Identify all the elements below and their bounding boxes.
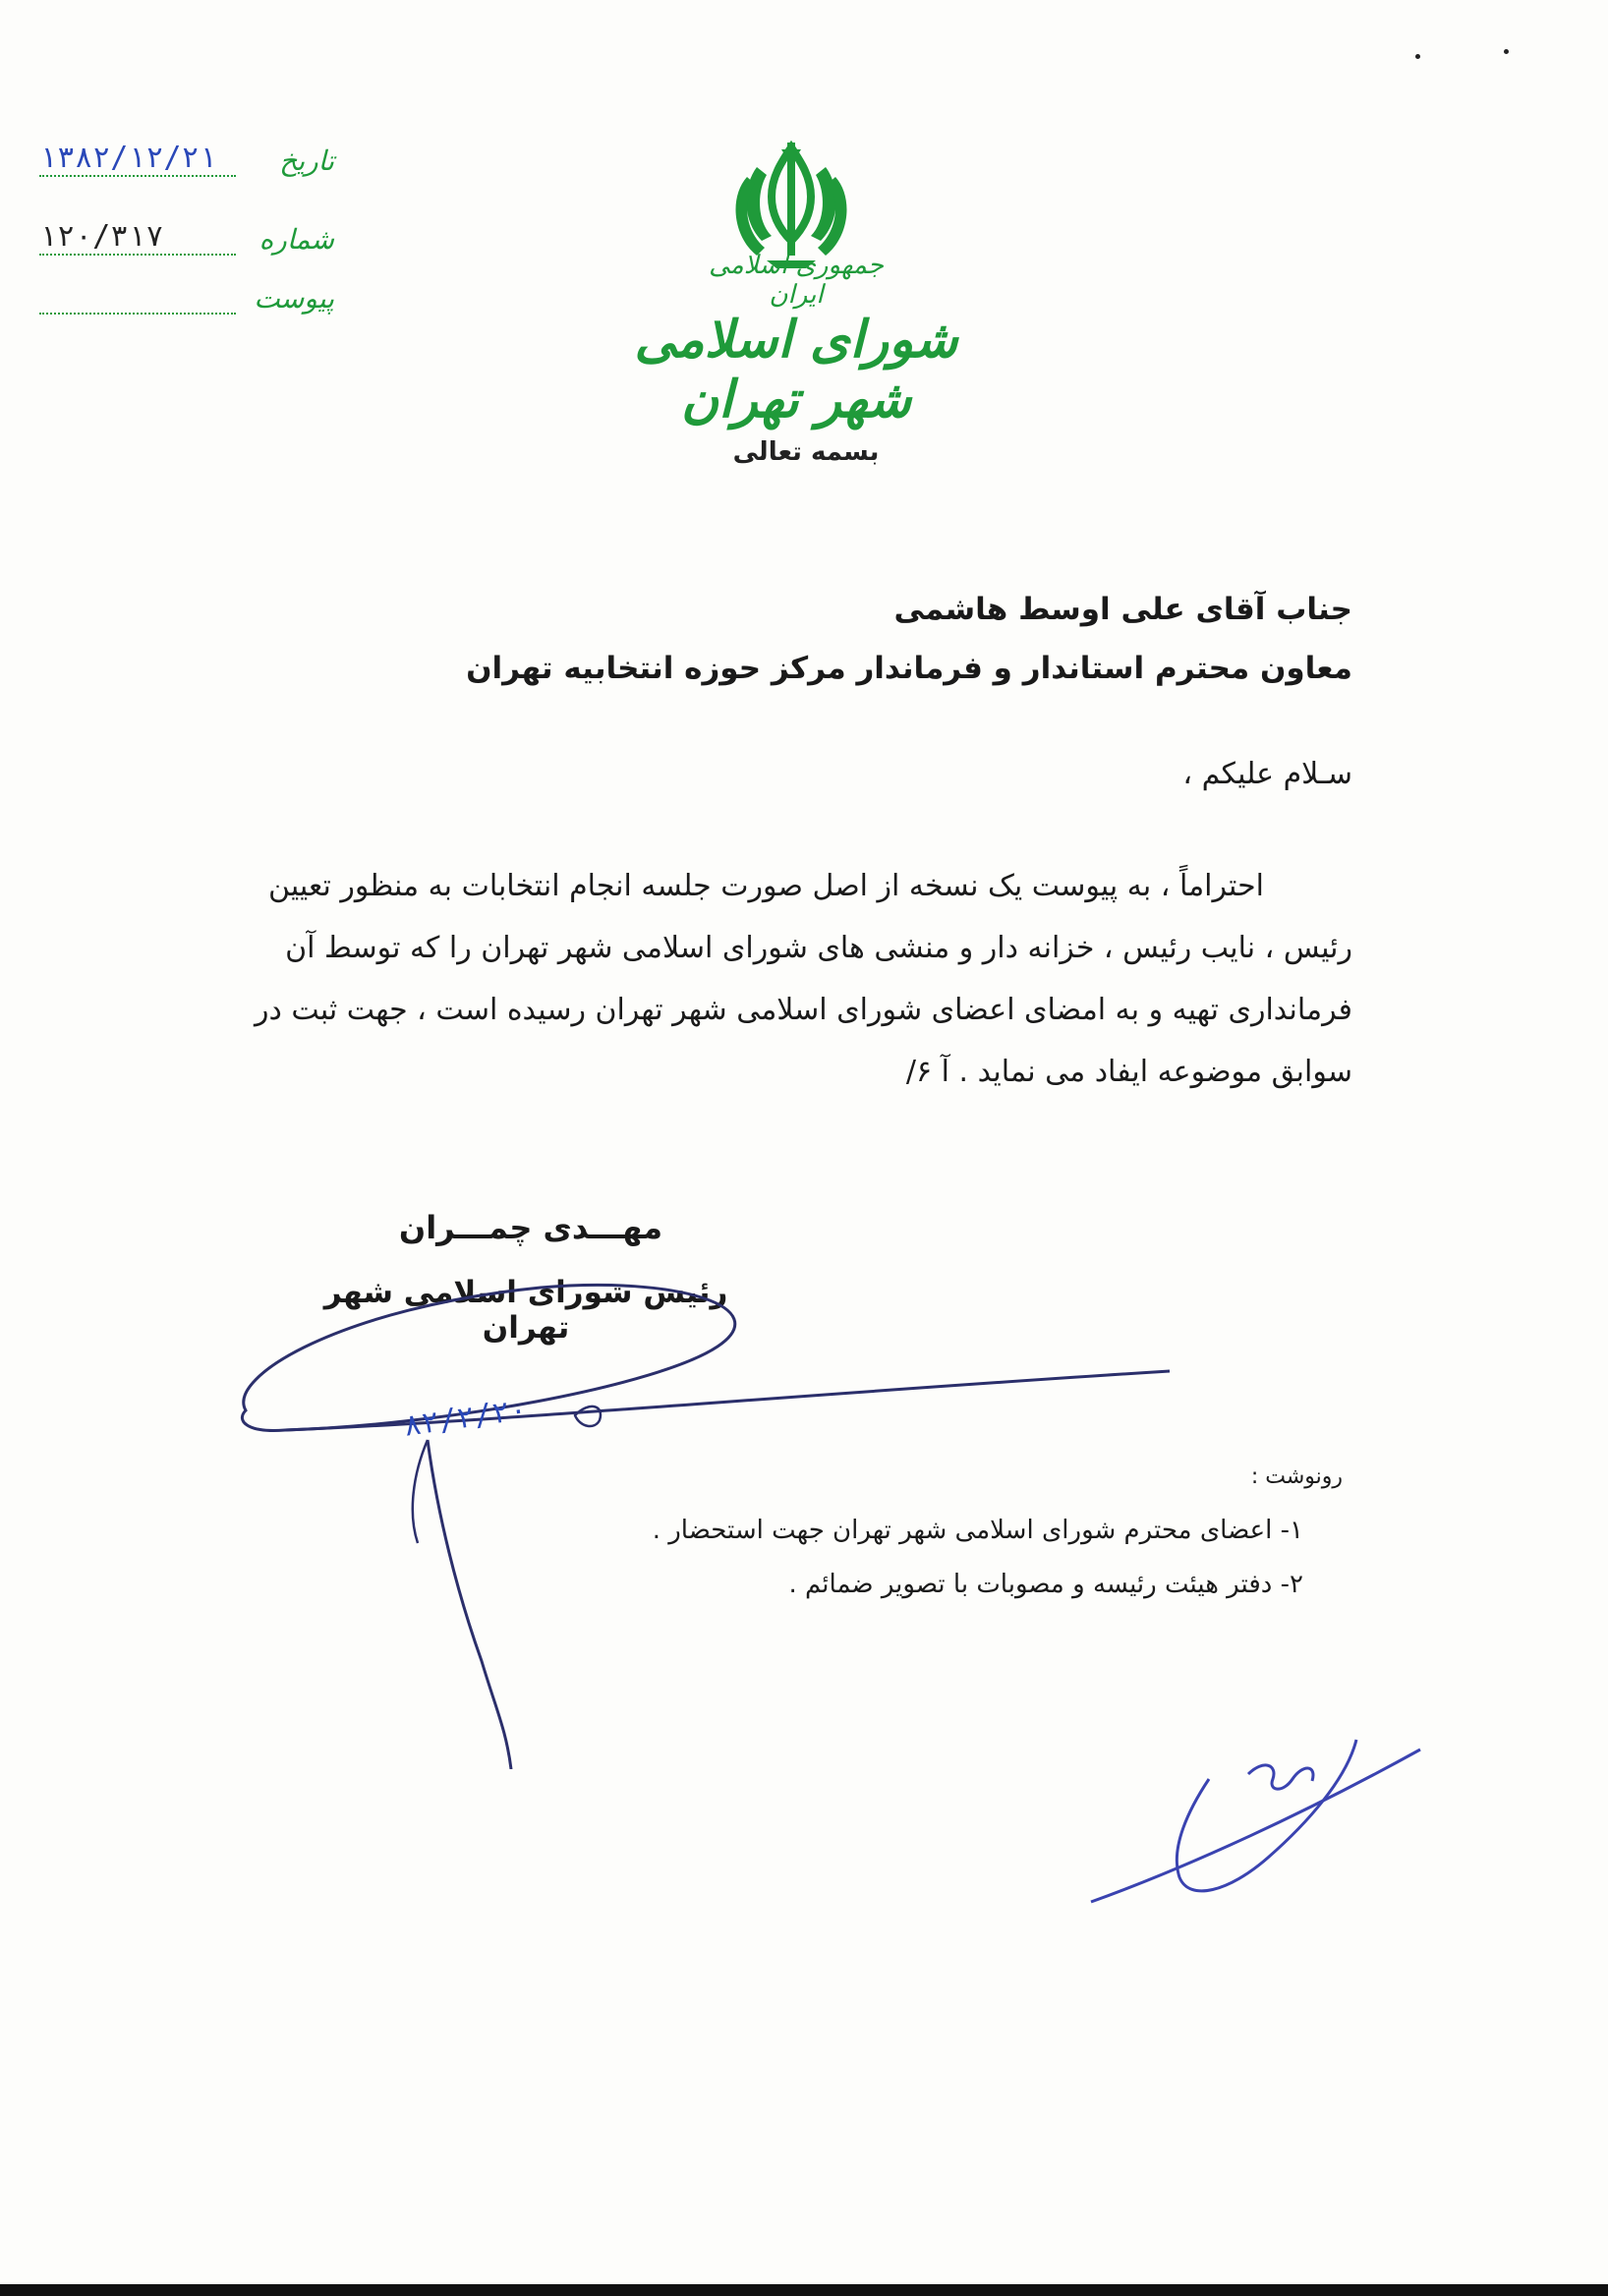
stamp-number-label: شماره (258, 223, 334, 256)
scan-edge (0, 2284, 1608, 2296)
handwritten-initial (1081, 1720, 1435, 1917)
stamp-attachment-label: پیوست (254, 282, 334, 315)
stamp-date-value: ۱۳۸۲/۱۲/۲۱ (39, 142, 236, 177)
stamp-attachment-value (39, 313, 236, 315)
greeting: سـلام علیکم ، (1182, 757, 1352, 791)
body-line: احتراماً ، به پیوست یک نسخه از اصل صورت جلسه انجام انتخابات به منظور تعیین (268, 869, 1264, 903)
addressee-block (271, 580, 1352, 698)
stamp-number-value: ۱۲۰/۳۱۷ (39, 220, 236, 256)
stamp-attachment-row (39, 275, 334, 315)
addressee-name: جناب آقای علی اوسط هاشمی (893, 592, 1352, 627)
copies-item: ۱- اعضای محترم شورای اسلامی شهر تهران جهت استحضار . (652, 1516, 1303, 1545)
signatory-name: مهـــدی چمـــران (398, 1209, 663, 1246)
stamp-date-label: تاریخ (279, 144, 334, 177)
council-title: شورای اسلامی شهر تهران (634, 310, 958, 430)
paper-speck (1504, 49, 1509, 54)
stamp-number-row (39, 216, 334, 256)
registry-stamp (39, 138, 334, 334)
copies-heading: رونوشت : (1250, 1464, 1343, 1489)
signatory-title: رئیس شورای اسلامی شهر تهران (323, 1275, 728, 1346)
handwritten-signature (226, 1219, 1209, 1769)
body-line: سوابق موضوعه ایفاد می نماید . آ ۶/ (905, 1055, 1352, 1089)
handwritten-date: ۸۲/۲/۲۰ (401, 1392, 530, 1444)
stamp-date-row (39, 138, 334, 177)
copies-item: ۲- دفتر هیئت رئیسه و مصوبات با تصویر ضمائم . (788, 1570, 1303, 1599)
republic-caption: جمهوری اسلامی ایران (709, 251, 884, 310)
basmala-heading: بسمه تعالی (732, 437, 880, 467)
letter-body (252, 855, 1352, 1103)
paper-speck (1415, 54, 1420, 59)
body-line: فرمانداری تهیه و به امضای اعضای شورای اسلامی شهر تهران رسیده است ، جهت ثبت در (255, 993, 1352, 1027)
addressee-position: معاون محترم استاندار و فرماندار مرکز حوزه انتخابیه تهران (466, 651, 1352, 686)
body-line: رئیس ، نایب رئیس ، خزانه دار و منشی های شورای اسلامی شهر تهران را که توسط آن (285, 931, 1352, 965)
copies-list (517, 1504, 1303, 1612)
